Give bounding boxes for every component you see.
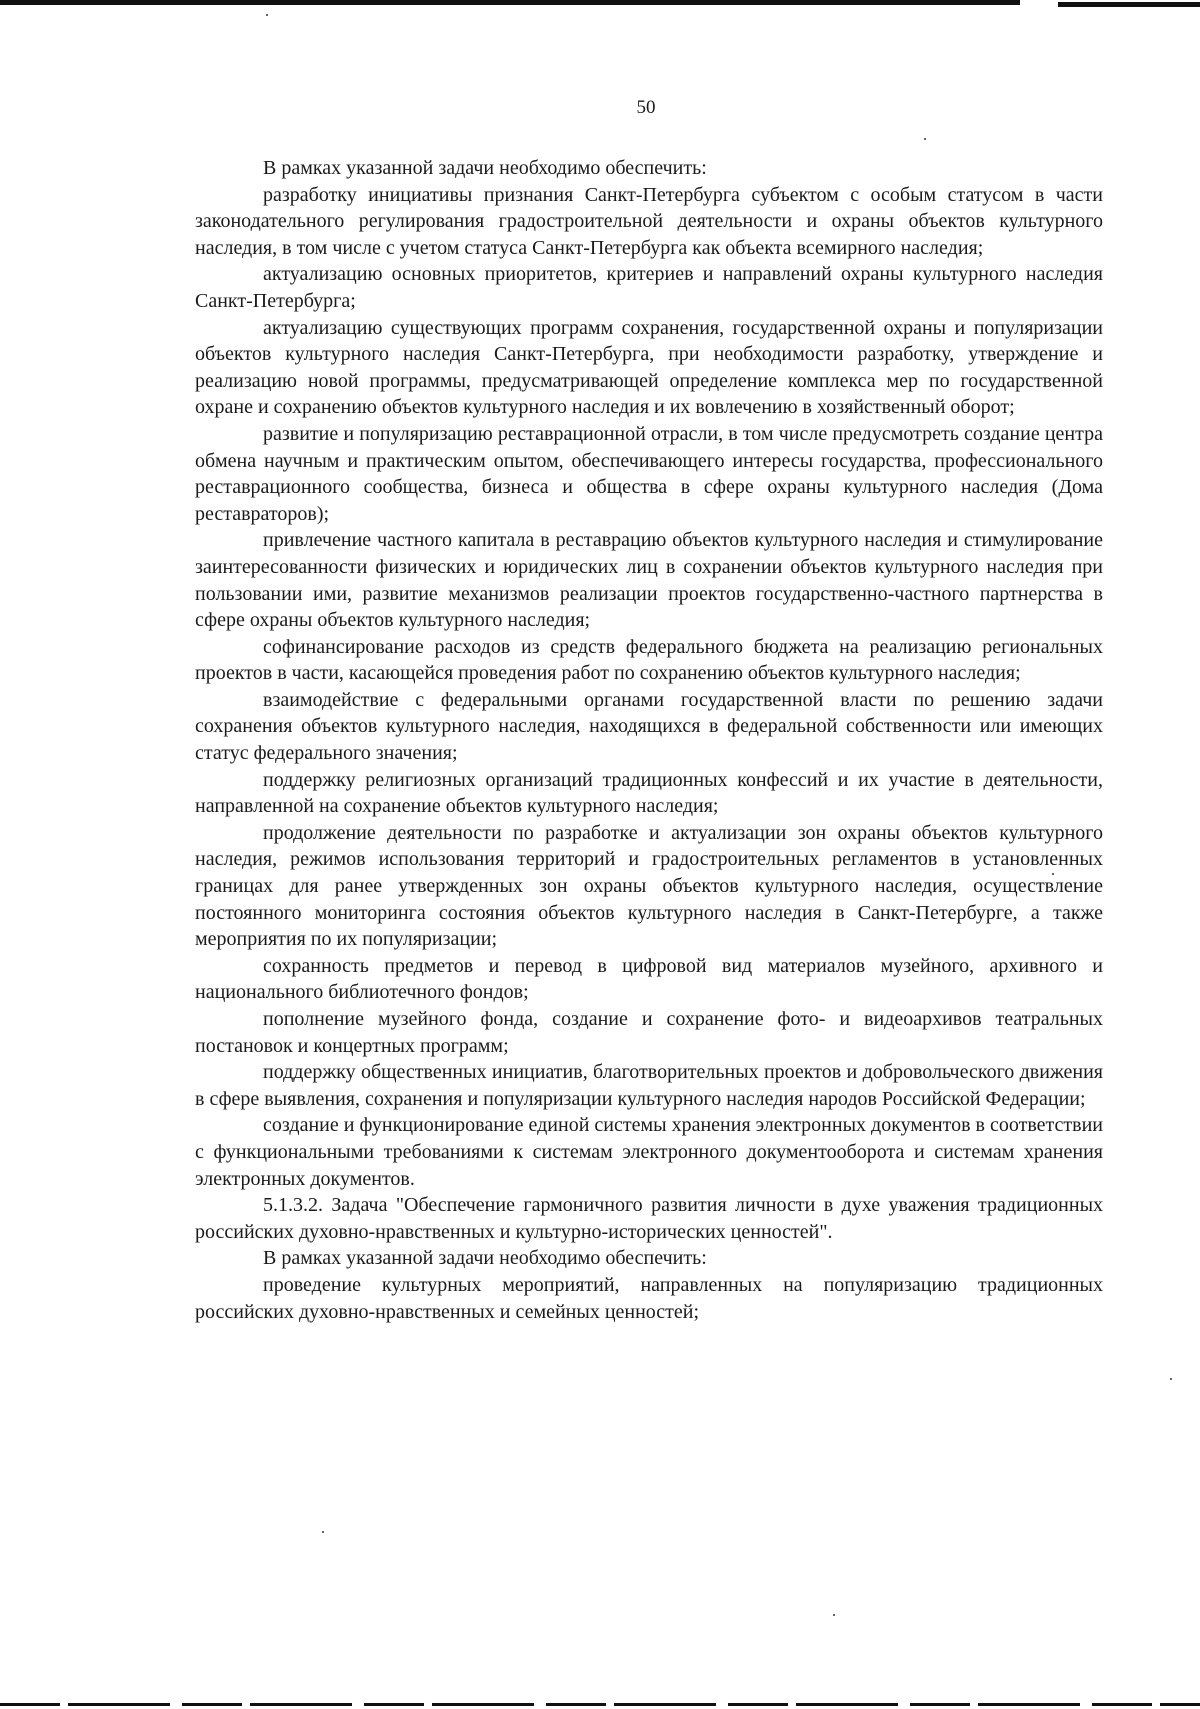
- scan-speck: [833, 1614, 835, 1616]
- paragraph: В рамках указанной задачи необходимо обеспечить:: [263, 157, 707, 179]
- paragraph: проведение культурных мероприятий, направленных на популяризацию традиционных российских духовно-нравственных и семейных ценностей;: [195, 1273, 1103, 1323]
- paragraph: продолжение деятельности по разработке и актуализации зон охраны объектов культурного наследия, режимов использования территорий и градостроительных регламентов в установленных границах для ранее утвержденных зон охраны объектов культурного наследия, осуществление постоянного мониторинга состояния объектов культурного наследия в Санкт-Петербурге, а также мероприятия по их популяризации;: [195, 821, 1103, 951]
- paragraph: взаимодействие с федеральными органами государственной власти по решению задачи сохранения объектов культурного наследия, находящихся в федеральной собственности или имеющих статус федерального значения;: [195, 688, 1103, 765]
- paragraph: поддержку религиозных организаций традиционных конфессий и их участие в деятельности, направленной на сохранение объектов культурного наследия;: [195, 768, 1103, 818]
- scan-speck: [924, 138, 926, 140]
- paragraph: актуализацию основных приоритетов, критериев и направлений охраны культурного наследия Санкт-Петербурга;: [195, 263, 1103, 312]
- scan-speck: [266, 14, 268, 16]
- scan-speck: [1170, 1378, 1172, 1380]
- scan-speck: [322, 1531, 324, 1533]
- paragraph: В рамках указанной задачи необходимо обеспечить:: [263, 1247, 707, 1270]
- paragraph: развитие и популяризацию реставрационной отрасли, в том числе предусмотреть создание центра обмена научным и практическим опытом, обеспечивающего интересы государства, профессионального реставрационного сообщества, бизнеса и общества в сфере охраны культурного наследия (Дома реставраторов);: [195, 422, 1103, 525]
- section-heading-paragraph: 5.1.3.2. Задача "Обеспечение гармоничного развития личности в духе уважения традиционных российских духовно-нравственных и культурно-исторических ценностей".: [195, 1194, 1103, 1243]
- scan-border-top-right: [1058, 2, 1200, 7]
- page-number: 50: [636, 97, 656, 118]
- paragraph: пополнение музейного фонда, создание и сохранение фото- и видеоархивов театральных постановок и концертных программ;: [195, 1008, 1103, 1057]
- scan-border-top-left: [0, 0, 1020, 5]
- paragraph: поддержку общественных инициатив, благотворительных проектов и добровольческого движения в сфере выявления, сохранения и популяризации культурного наследия народов Российской Федерации;: [195, 1061, 1103, 1110]
- paragraph: разработку инициативы признания Санкт-Петербурга субъектом с особым статусом в части законодательного регулирования градостроительной деятельности и охраны объектов культурного наследия, в том числе с учетом статуса Санкт-Петербурга как объекта всемирного наследия;: [195, 183, 1103, 259]
- paragraph: актуализацию существующих программ сохранения, государственной охраны и популяризации объектов культурного наследия Санкт-Петербурга, при необходимости разработку, утверждение и реализацию новой программы, предусматривающей определение комплекса мер по государственной охране и сохранению объектов культурного наследия и их вовлечению в хозяйственный оборот;: [195, 316, 1103, 419]
- document-body: [195, 155, 1103, 1325]
- paragraph: сохранность предметов и перевод в цифровой вид материалов музейного, архивного и национального библиотечного фондов;: [195, 954, 1103, 1004]
- paragraph: привлечение частного капитала в реставрацию объектов культурного наследия и стимулирование заинтересованности физических и юридических лиц в сохранении объектов культурного наследия при пользовании ими, развитие механизмов реализации проектов государственно-частного партнерства в сфере охраны объектов культурного наследия;: [195, 529, 1103, 632]
- paragraph: софинансирование расходов из средств федерального бюджета на реализацию региональных проектов в части, касающейся проведения работ по сохранению объектов культурного наследия;: [195, 635, 1103, 685]
- paragraph: создание и функционирование единой системы хранения электронных документов в соответствии с функциональными требованиями к системам электронного документооборота и системам хранения электронных документов.: [195, 1114, 1103, 1190]
- scan-border-bottom: [0, 1703, 1200, 1706]
